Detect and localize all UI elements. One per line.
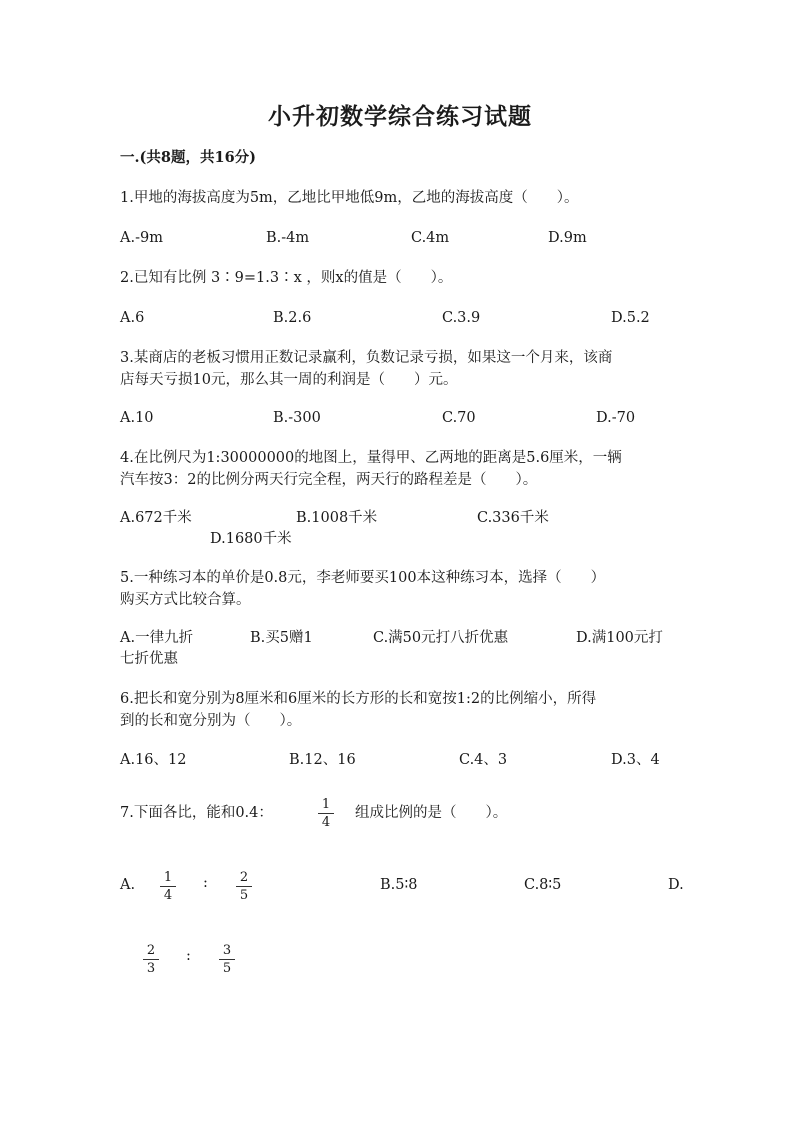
q7-option-d-colon: : bbox=[186, 948, 191, 964]
q1-option-a: A.-9m bbox=[120, 230, 163, 246]
q7-d-f1-denominator: 3 bbox=[146, 961, 156, 976]
question-5-text-line-1: 5.一种练习本的单价是0.8元，李老师要买100本这种练习本，选择（ ） bbox=[120, 570, 606, 586]
q7-d-f2-denominator: 5 bbox=[222, 961, 232, 976]
question-4-text-line-2: 汽车按3：2的比例分两天行完全程，两天行的路程差是（ ）。 bbox=[120, 472, 538, 488]
q2-option-b: B.2.6 bbox=[273, 310, 312, 326]
question-6-text-line-1: 6.把长和宽分别为8厘米和6厘米的长方形的长和宽按1:2的比例缩小，所得 bbox=[120, 691, 597, 707]
q7-option-b: B.5∶8 bbox=[380, 877, 418, 893]
q7-a-f1-numerator: 1 bbox=[160, 870, 176, 887]
q7-option-d-label: D. bbox=[668, 877, 684, 893]
section-heading: 一.(共8题，共16分) bbox=[120, 149, 257, 166]
q1-option-c: C.4m bbox=[411, 230, 450, 246]
q7-fraction-numerator: 1 bbox=[318, 797, 334, 814]
question-3-text-line-2: 店每天亏损10元，那么其一周的利润是（ ）元。 bbox=[120, 372, 458, 388]
q7-d-f1-numerator: 2 bbox=[143, 943, 159, 960]
q6-option-a: A.16、12 bbox=[120, 752, 187, 768]
q3-option-b: B.-300 bbox=[273, 410, 321, 426]
q2-option-c: C.3.9 bbox=[442, 310, 481, 326]
question-7-text-part-1: 7.下面各比，能和0.4： bbox=[120, 805, 273, 821]
q7-fraction bbox=[318, 797, 334, 830]
q7-option-a-fraction-2 bbox=[236, 870, 252, 903]
q4-option-d: D.1680千米 bbox=[210, 531, 292, 547]
q7-d-f2-numerator: 3 bbox=[219, 943, 235, 960]
q7-option-a-fraction-1 bbox=[160, 870, 176, 903]
q1-option-d: D.9m bbox=[548, 230, 587, 246]
q5-option-c: C.满50元打八折优惠 bbox=[373, 630, 509, 646]
page-title: 小升初数学综合练习试题 bbox=[268, 103, 532, 130]
q5-option-b: B.买5赠1 bbox=[250, 630, 313, 646]
q2-option-a: A.6 bbox=[120, 310, 145, 326]
q5-option-a: A.一律九折 bbox=[120, 630, 194, 646]
q4-option-c: C.336千米 bbox=[477, 510, 549, 526]
question-4-text-line-1: 4.在比例尺为1:30000000的地图上，量得甲、乙两地的距离是5.6厘米，一辆 bbox=[120, 450, 622, 466]
q6-option-d: D.3、4 bbox=[611, 752, 660, 768]
question-6-text-line-2: 到的长和宽分别为（ ）。 bbox=[120, 713, 302, 729]
q6-option-b: B.12、16 bbox=[289, 752, 356, 768]
q1-option-b: B.-4m bbox=[266, 230, 310, 246]
q3-option-c: C.70 bbox=[442, 410, 476, 426]
question-1-text: 1.甲地的海拔高度为5m，乙地比甲地低9m，乙地的海拔高度（ ）。 bbox=[120, 190, 579, 206]
q4-option-b: B.1008千米 bbox=[296, 510, 378, 526]
question-7-text-part-2: 组成比例的是（ ）。 bbox=[355, 805, 508, 821]
q6-option-c: C.4、3 bbox=[459, 752, 508, 768]
q3-option-a: A.10 bbox=[120, 410, 154, 426]
question-3-text-line-1: 3.某商店的老板习惯用正数记录赢利，负数记录亏损，如果这一个月来，该商 bbox=[120, 350, 613, 366]
q7-a-f1-denominator: 4 bbox=[163, 888, 173, 903]
q7-option-d-fraction-2 bbox=[219, 943, 235, 976]
q5-option-d: D.满100元打 bbox=[576, 630, 663, 646]
q3-option-d: D.-70 bbox=[596, 410, 636, 426]
q7-a-f2-numerator: 2 bbox=[236, 870, 252, 887]
q4-option-a: A.672千米 bbox=[120, 510, 192, 526]
q7-a-f2-denominator: 5 bbox=[239, 888, 249, 903]
q5-option-d-continued: 七折优惠 bbox=[120, 651, 178, 667]
q7-option-a-label: A. bbox=[120, 877, 136, 893]
q7-option-c: C.8∶5 bbox=[524, 877, 562, 893]
q7-option-d-fraction-1 bbox=[143, 943, 159, 976]
q7-fraction-denominator: 4 bbox=[321, 815, 331, 830]
question-2-text: 2.已知有比例 3∶9=1.3∶x ，则x的值是（ ）。 bbox=[120, 270, 453, 286]
question-5-text-line-2: 购买方式比较合算。 bbox=[120, 592, 251, 608]
q2-option-d: D.5.2 bbox=[611, 310, 650, 326]
q7-option-a-colon: : bbox=[203, 875, 208, 891]
